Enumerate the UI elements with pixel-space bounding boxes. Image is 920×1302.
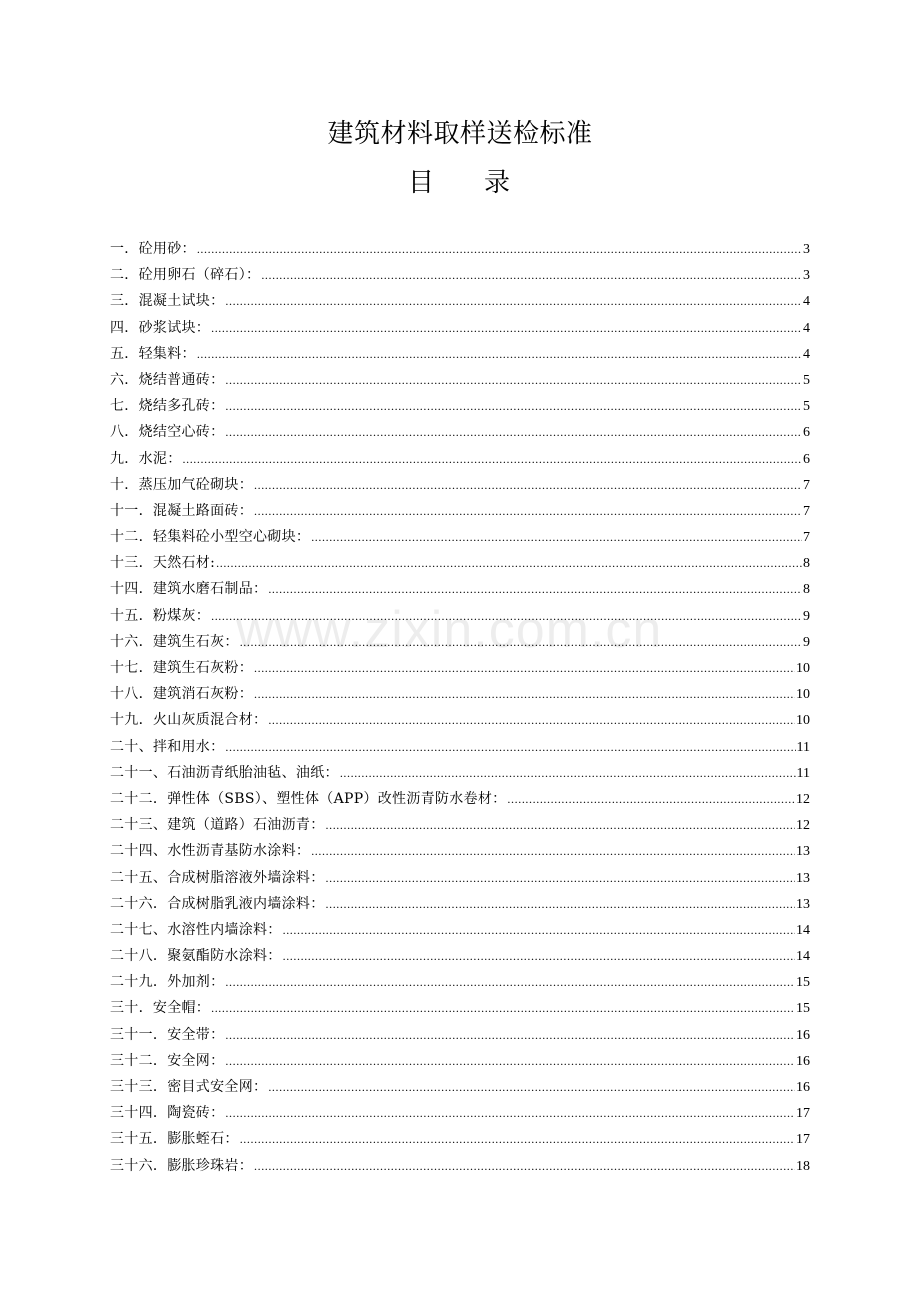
toc-entry-page-number: 16 bbox=[796, 1053, 810, 1069]
toc-entry-label: 十七．建筑生石灰粉： bbox=[110, 660, 253, 676]
toc-entry-page-number: 12 bbox=[796, 818, 810, 834]
toc-entry[interactable] bbox=[110, 262, 810, 288]
toc-dot-leader bbox=[268, 1074, 795, 1100]
toc-entry-label: 六．烧结普通砖： bbox=[110, 371, 225, 388]
toc-entry-page-number: 11 bbox=[796, 765, 810, 781]
toc-entry-page-number: 11 bbox=[796, 739, 810, 755]
toc-dot-leader bbox=[507, 786, 795, 812]
toc-dot-leader bbox=[211, 995, 795, 1021]
toc-dot-leader bbox=[225, 393, 802, 419]
toc-entry[interactable] bbox=[110, 236, 810, 262]
toc-entry-label: 二十九．外加剂： bbox=[110, 974, 225, 991]
toc-entry-page-number: 14 bbox=[796, 949, 810, 965]
toc-dot-leader bbox=[254, 1153, 795, 1179]
toc-entry-label: 三十一．安全带： bbox=[110, 1026, 225, 1043]
toc-entry-page-number: 3 bbox=[803, 268, 810, 284]
toc-entry[interactable] bbox=[110, 707, 810, 733]
toc-dot-leader bbox=[268, 576, 802, 602]
toc-entry-page-number: 15 bbox=[796, 1001, 810, 1017]
toc-entry-label: 十六．建筑生石灰： bbox=[110, 633, 239, 650]
toc-entry-label: 二十、拌和用水： bbox=[110, 738, 225, 755]
toc-entry-label: 十．蒸压加气砼砌块： bbox=[110, 476, 253, 493]
toc-entry-page-number: 18 bbox=[796, 1158, 810, 1174]
toc-entry[interactable] bbox=[110, 367, 810, 393]
toc-entry-label: 十九．火山灰质混合材： bbox=[110, 712, 268, 729]
watermark: www.zixin.com.cn bbox=[236, 601, 663, 659]
toc-entry[interactable] bbox=[110, 629, 810, 655]
toc-entry-label: 四．砂浆试块： bbox=[110, 319, 211, 336]
toc-entry-label: 五．轻集料： bbox=[110, 345, 196, 362]
toc-entry-label: 二十八．聚氨酯防水涂料： bbox=[110, 948, 282, 965]
toc-dot-leader bbox=[240, 1126, 795, 1152]
toc-entry[interactable] bbox=[110, 865, 810, 891]
toc-entry[interactable] bbox=[110, 655, 810, 681]
toc-entry-page-number: 5 bbox=[803, 372, 810, 388]
toc-dot-leader bbox=[211, 315, 802, 341]
table-of-contents bbox=[110, 236, 810, 1179]
document-title: 建筑材料取样送检标准 bbox=[327, 119, 593, 149]
toc-entry-label: 十一．混凝土路面砖： bbox=[110, 502, 253, 519]
toc-entry-page-number: 4 bbox=[803, 294, 810, 310]
toc-entry-page-number: 10 bbox=[796, 687, 810, 703]
toc-entry[interactable] bbox=[110, 943, 810, 969]
toc-entry-page-number: 8 bbox=[803, 582, 810, 598]
toc-entry[interactable] bbox=[110, 1022, 810, 1048]
toc-entry-page-number: 12 bbox=[796, 791, 810, 807]
toc-entry-label: 二十二．弹性体（SBS）、塑性体（APP）改性沥青防水卷材： bbox=[110, 790, 507, 807]
toc-entry-label: 一．砼用砂： bbox=[110, 241, 196, 257]
toc-entry-label: 三十二．安全网： bbox=[110, 1052, 225, 1069]
toc-entry[interactable] bbox=[110, 995, 810, 1021]
toc-dot-leader bbox=[225, 969, 795, 995]
toc-entry-label: 七．烧结多孔砖： bbox=[110, 398, 225, 415]
toc-dot-leader bbox=[225, 1048, 795, 1074]
toc-dot-leader bbox=[261, 262, 802, 288]
toc-entry-page-number: 17 bbox=[796, 1106, 810, 1122]
toc-dot-leader bbox=[283, 943, 795, 969]
toc-entry-label: 三十六．膨胀珍珠岩： bbox=[110, 1157, 253, 1174]
toc-dot-leader bbox=[225, 1022, 795, 1048]
toc-dot-leader bbox=[254, 498, 802, 524]
toc-entry-page-number: 9 bbox=[803, 634, 810, 650]
toc-dot-leader bbox=[254, 681, 795, 707]
toc-entry-label: 十五．粉煤灰： bbox=[110, 607, 211, 624]
toc-dot-leader bbox=[225, 1100, 795, 1126]
toc-entry-page-number: 3 bbox=[803, 242, 810, 257]
toc-entry-page-number: 17 bbox=[796, 1132, 810, 1148]
toc-dot-leader bbox=[197, 341, 802, 367]
toc-entry-page-number: 6 bbox=[803, 451, 810, 467]
toc-entry-page-number: 13 bbox=[796, 844, 810, 860]
toc-entry-label: 三十．安全帽： bbox=[110, 1000, 211, 1017]
toc-entry-page-number: 13 bbox=[796, 870, 810, 886]
toc-entry-page-number: 7 bbox=[803, 503, 810, 519]
toc-dot-leader bbox=[225, 367, 802, 393]
toc-entry-label: 二十一、石油沥青纸胎油毡、油纸： bbox=[110, 764, 339, 781]
toc-entry-label: 十二．轻集料砼小型空心砌块： bbox=[110, 529, 311, 546]
toc-entry-page-number: 7 bbox=[803, 530, 810, 546]
toc-entry[interactable] bbox=[110, 472, 810, 498]
toc-dot-leader bbox=[240, 629, 802, 655]
toc-entry-page-number: 10 bbox=[796, 713, 810, 729]
toc-entry-label: 二十三、建筑（道路）石油沥青： bbox=[110, 817, 325, 834]
toc-dot-leader bbox=[216, 550, 802, 576]
toc-entry-page-number: 4 bbox=[803, 320, 810, 336]
toc-entry[interactable] bbox=[110, 1100, 810, 1126]
toc-entry[interactable] bbox=[110, 498, 810, 524]
toc-heading bbox=[0, 165, 920, 201]
toc-entry[interactable] bbox=[110, 341, 810, 367]
toc-entry[interactable] bbox=[110, 446, 810, 472]
toc-entry-label: 九．水泥： bbox=[110, 450, 182, 467]
toc-dot-leader bbox=[326, 865, 796, 891]
toc-entry-page-number: 5 bbox=[803, 399, 810, 415]
toc-entry[interactable] bbox=[110, 524, 810, 550]
toc-dot-leader bbox=[283, 917, 795, 943]
toc-dot-leader bbox=[197, 236, 802, 262]
toc-entry-label: 十三．天然石材: bbox=[110, 555, 216, 572]
toc-entry-label: 二十六．合成树脂乳液内墙涂料： bbox=[110, 895, 325, 912]
toc-entry-label: 八．烧结空心砖： bbox=[110, 424, 225, 441]
toc-entry[interactable] bbox=[110, 1126, 810, 1152]
toc-entry[interactable] bbox=[110, 917, 810, 943]
toc-entry-page-number: 16 bbox=[796, 1080, 810, 1095]
toc-entry-label: 二十七、水溶性内墙涂料： bbox=[110, 921, 282, 938]
toc-heading-char-2: 录 bbox=[484, 168, 513, 198]
toc-entry[interactable] bbox=[110, 550, 810, 576]
toc-entry-page-number: 10 bbox=[796, 661, 810, 676]
toc-entry[interactable] bbox=[110, 891, 810, 917]
toc-entry-page-number: 15 bbox=[796, 975, 810, 991]
toc-heading-char-1: 目 bbox=[407, 168, 436, 198]
toc-dot-leader bbox=[268, 707, 795, 733]
toc-entry-label: 二十四、水性沥青基防水涂料： bbox=[110, 843, 311, 860]
toc-entry-page-number: 16 bbox=[796, 1027, 810, 1043]
toc-entry-label: 三十三．密目式安全网： bbox=[110, 1079, 268, 1095]
toc-entry[interactable] bbox=[110, 288, 810, 314]
toc-entry[interactable] bbox=[110, 969, 810, 995]
toc-entry-label: 十四．建筑水磨石制品： bbox=[110, 581, 268, 598]
toc-entry-page-number: 14 bbox=[796, 922, 810, 938]
toc-dot-leader bbox=[254, 472, 802, 498]
toc-dot-leader bbox=[340, 760, 796, 786]
toc-dot-leader bbox=[326, 812, 796, 838]
toc-entry[interactable] bbox=[110, 1048, 810, 1074]
toc-entry-page-number: 9 bbox=[803, 608, 810, 624]
toc-entry-label: 二．砼用卵石（碎石）： bbox=[110, 267, 261, 284]
toc-dot-leader bbox=[225, 288, 802, 314]
toc-entry[interactable] bbox=[110, 393, 810, 419]
toc-entry-label: 三．混凝土试块： bbox=[110, 293, 225, 310]
toc-dot-leader bbox=[311, 524, 802, 550]
toc-dot-leader bbox=[211, 603, 802, 629]
toc-entry-page-number: 7 bbox=[803, 477, 810, 493]
toc-entry[interactable] bbox=[110, 1074, 810, 1100]
toc-entry[interactable] bbox=[110, 786, 810, 812]
toc-entry-page-number: 13 bbox=[796, 896, 810, 912]
toc-entry[interactable] bbox=[110, 734, 810, 760]
toc-dot-leader bbox=[326, 891, 796, 917]
toc-entry-page-number: 6 bbox=[803, 425, 810, 441]
toc-entry-label: 十八．建筑消石灰粉： bbox=[110, 686, 253, 703]
toc-entry-page-number: 4 bbox=[803, 346, 810, 362]
toc-entry[interactable] bbox=[110, 419, 810, 445]
toc-dot-leader bbox=[225, 419, 802, 445]
toc-entry-label: 三十四．陶瓷砖： bbox=[110, 1105, 225, 1122]
toc-entry-label: 三十五．膨胀蛭石： bbox=[110, 1131, 239, 1148]
toc-entry[interactable] bbox=[110, 1153, 810, 1179]
toc-entry-label: 二十五、合成树脂溶液外墙涂料： bbox=[110, 869, 325, 886]
toc-dot-leader bbox=[311, 838, 795, 864]
toc-entry[interactable] bbox=[110, 760, 810, 786]
toc-dot-leader bbox=[254, 655, 795, 681]
toc-dot-leader bbox=[183, 446, 803, 472]
toc-entry[interactable] bbox=[110, 603, 810, 629]
toc-dot-leader bbox=[225, 734, 795, 760]
toc-entry[interactable] bbox=[110, 681, 810, 707]
toc-entry[interactable] bbox=[110, 838, 810, 864]
toc-entry[interactable] bbox=[110, 576, 810, 602]
toc-entry[interactable] bbox=[110, 315, 810, 341]
toc-entry-page-number: 8 bbox=[803, 556, 810, 572]
toc-entry[interactable] bbox=[110, 812, 810, 838]
